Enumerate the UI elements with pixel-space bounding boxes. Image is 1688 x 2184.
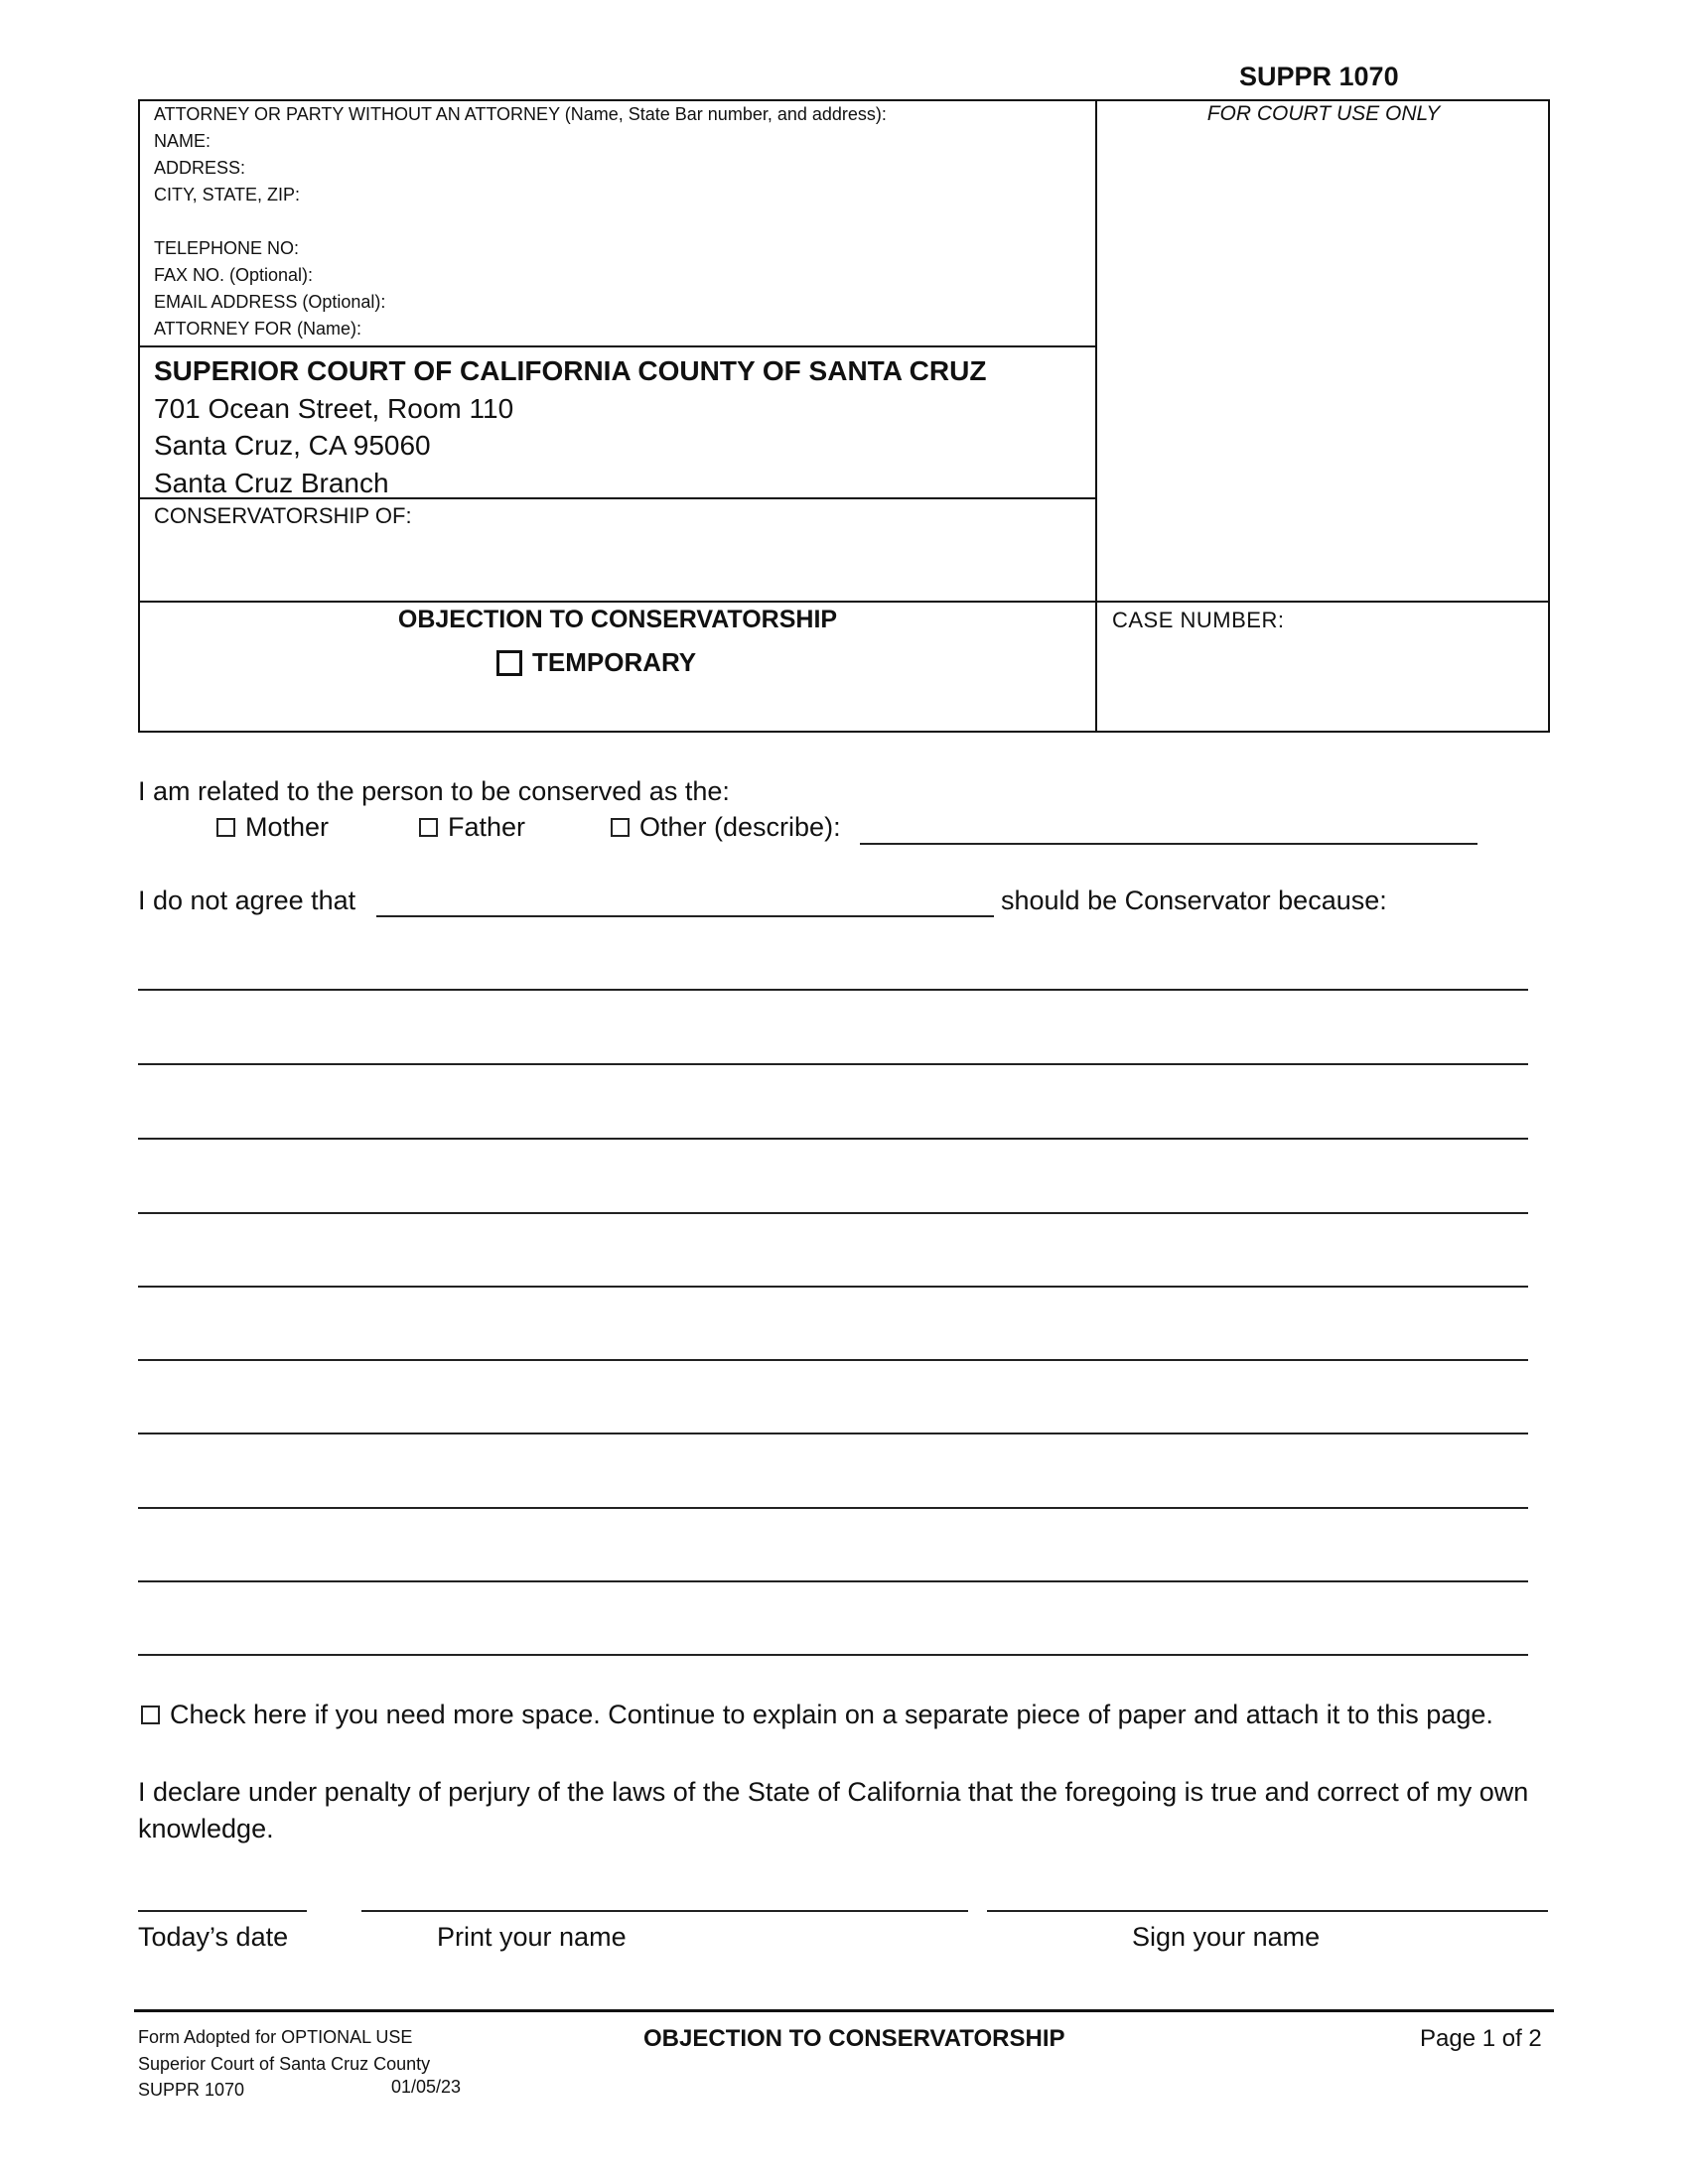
- other-describe-line[interactable]: [860, 843, 1477, 845]
- mother-checkbox[interactable]: [216, 818, 235, 837]
- writing-line-1[interactable]: [138, 989, 1528, 991]
- footer-left: [138, 2024, 430, 2104]
- attorney-spacer: [154, 208, 887, 235]
- option-mother[interactable]: [216, 812, 329, 843]
- declaration: I declare under penalty of perjury of the laws of the State of California that the foregoing is true and correct of my own knowledge.: [138, 1777, 1529, 1843]
- option-father[interactable]: [419, 812, 525, 843]
- option-other[interactable]: [611, 812, 841, 843]
- temporary-label: TEMPORARY: [532, 647, 697, 677]
- other-label: Other (describe):: [639, 812, 841, 842]
- writing-line-9[interactable]: [138, 1580, 1528, 1582]
- writing-line-5[interactable]: [138, 1286, 1528, 1288]
- writing-line-7[interactable]: [138, 1433, 1528, 1434]
- print-name-line[interactable]: [361, 1910, 968, 1912]
- footer-code: SUPPR 1070: [138, 2080, 245, 2100]
- footer-court: Superior Court of Santa Cruz County: [138, 2053, 431, 2074]
- disagree-prefix: I do not agree that: [138, 886, 356, 915]
- writing-line-6[interactable]: [138, 1359, 1528, 1361]
- page-number: Page 1 of 2: [1420, 2025, 1542, 2052]
- writing-line-2[interactable]: [138, 1063, 1528, 1065]
- temporary-checkbox[interactable]: [496, 650, 522, 676]
- conservatorship-of-field[interactable]: CONSERVATORSHIP OF:: [154, 503, 412, 528]
- attorney-address-field[interactable]: ADDRESS:: [154, 158, 246, 178]
- caption-divider-3: [138, 601, 1550, 603]
- court-use-label: FOR COURT USE ONLY: [1206, 102, 1441, 125]
- more-space-label: Check here if you need more space. Continue to explain on a separate piece of paper and attach it to this page.: [170, 1700, 1493, 1729]
- attorney-for-field[interactable]: ATTORNEY FOR (Name):: [154, 319, 362, 339]
- signature-line[interactable]: [987, 1910, 1548, 1912]
- footer-adopted: Form Adopted for OPTIONAL USE: [138, 2027, 413, 2047]
- relation-prompt: I am related to the person to be conserved as the:: [138, 776, 730, 806]
- court-name: SUPERIOR COURT OF CALIFORNIA COUNTY OF SANTA CRUZ: [154, 355, 987, 386]
- writing-line-10[interactable]: [138, 1654, 1528, 1656]
- court-branch: Santa Cruz Branch: [154, 467, 389, 498]
- court-block: [154, 352, 986, 501]
- footer-rule: [134, 2009, 1554, 2012]
- more-space-option[interactable]: [141, 1700, 1493, 1730]
- date-line[interactable]: [138, 1910, 307, 1912]
- attorney-city-field[interactable]: CITY, STATE, ZIP:: [154, 185, 301, 205]
- footer-date: 01/05/23: [391, 2077, 462, 2097]
- form-title: OBJECTION TO CONSERVATORSHIP: [397, 606, 838, 633]
- attorney-fax-field[interactable]: FAX NO. (Optional):: [154, 265, 314, 285]
- print-name-label: Print your name: [437, 1922, 627, 1952]
- form-code: SUPPR 1070: [1239, 62, 1399, 91]
- attorney-block: [154, 101, 887, 342]
- caption-divider-1: [138, 345, 1097, 347]
- writing-line-4[interactable]: [138, 1212, 1528, 1214]
- date-label: Today’s date: [138, 1922, 289, 1952]
- proposed-conservator-line[interactable]: [376, 915, 994, 917]
- other-checkbox[interactable]: [611, 818, 630, 837]
- writing-line-3[interactable]: [138, 1138, 1528, 1140]
- attorney-email-field[interactable]: EMAIL ADDRESS (Optional):: [154, 292, 386, 312]
- father-checkbox[interactable]: [419, 818, 438, 837]
- attorney-telephone-field[interactable]: TELEPHONE NO:: [154, 238, 300, 258]
- mother-label: Mother: [245, 812, 330, 842]
- court-city: Santa Cruz, CA 95060: [154, 430, 431, 461]
- writing-line-8[interactable]: [138, 1507, 1528, 1509]
- father-label: Father: [448, 812, 526, 842]
- case-number-field[interactable]: CASE NUMBER:: [1112, 608, 1285, 632]
- caption-divider-vertical: [1095, 99, 1097, 733]
- more-space-checkbox[interactable]: [141, 1706, 160, 1724]
- attorney-name-field[interactable]: NAME:: [154, 131, 211, 151]
- footer-title: OBJECTION TO CONSERVATORSHIP: [643, 2025, 1065, 2052]
- court-street: 701 Ocean Street, Room 110: [154, 392, 514, 424]
- disagree-suffix: should be Conservator because:: [1001, 886, 1387, 915]
- temporary-option[interactable]: [496, 647, 696, 678]
- sign-name-label: Sign your name: [1132, 1922, 1321, 1952]
- attorney-heading: ATTORNEY OR PARTY WITHOUT AN ATTORNEY (Name, State Bar number, and address):: [154, 104, 887, 124]
